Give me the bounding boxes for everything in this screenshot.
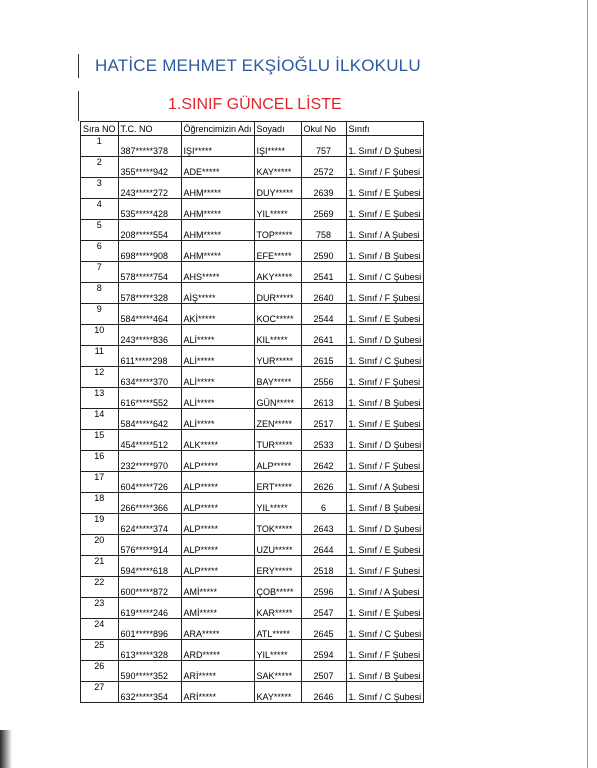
table-row — [81, 682, 424, 703]
cell-sinifi: 1. Sınıf / F Şubesi — [346, 283, 424, 304]
cell-tc-no: 632*****354 — [118, 682, 181, 703]
cell-soyadi: DUR***** — [254, 283, 301, 304]
cell-okul-no: 2544 — [301, 304, 346, 325]
cell-sira-no: 2 — [81, 157, 119, 178]
cell-ogrenci-adi: ARA***** — [181, 619, 254, 640]
cell-ogrenci-adi: ALK***** — [181, 430, 254, 451]
cell-soyadi: DUY***** — [254, 178, 301, 199]
cell-tc-no: 634*****370 — [118, 367, 181, 388]
cell-tc-no: 616*****552 — [118, 388, 181, 409]
school-name: HATİCE MEHMET EKŞİOĞLU İLKOKULU — [95, 56, 421, 75]
cell-sira-no: 19 — [81, 514, 119, 535]
cell-okul-no: 2613 — [301, 388, 346, 409]
cell-okul-no: 2615 — [301, 346, 346, 367]
table-row — [81, 598, 424, 619]
cell-tc-no: 584*****464 — [118, 304, 181, 325]
cell-sinifi: 1. Sınıf / F Şubesi — [346, 157, 424, 178]
cell-tc-no: 266*****366 — [118, 493, 181, 514]
cell-okul-no: 2594 — [301, 640, 346, 661]
cell-sinifi: 1. Sınıf / C Şubesi — [346, 619, 424, 640]
table-row — [81, 514, 424, 535]
cell-soyadi: ZEN***** — [254, 409, 301, 430]
cell-sinifi: 1. Sınıf / F Şubesi — [346, 367, 424, 388]
cell-tc-no: 576*****914 — [118, 535, 181, 556]
cell-soyadi: IŞI***** — [254, 136, 301, 157]
cell-ogrenci-adi: AİŞ***** — [181, 283, 254, 304]
cell-sinifi: 1. Sınıf / A Şubesi — [346, 220, 424, 241]
cell-sira-no: 23 — [81, 598, 119, 619]
cell-sira-no: 3 — [81, 178, 119, 199]
cell-ogrenci-adi: ALP***** — [181, 451, 254, 472]
cell-sira-no: 7 — [81, 262, 119, 283]
cell-soyadi: YUR***** — [254, 346, 301, 367]
cell-tc-no: 590*****352 — [118, 661, 181, 682]
table-row — [81, 283, 424, 304]
cell-sinifi: 1. Sınıf / D Şubesi — [346, 136, 424, 157]
cell-okul-no: 2572 — [301, 157, 346, 178]
margin-rule-top — [78, 54, 79, 78]
cell-ogrenci-adi: ALP***** — [181, 514, 254, 535]
cell-okul-no: 2639 — [301, 178, 346, 199]
cell-sira-no: 22 — [81, 577, 119, 598]
cell-okul-no: 2547 — [301, 598, 346, 619]
cell-tc-no: 578*****754 — [118, 262, 181, 283]
cell-sira-no: 8 — [81, 283, 119, 304]
cell-sira-no: 16 — [81, 451, 119, 472]
cell-sinifi: 1. Sınıf / C Şubesi — [346, 262, 424, 283]
cell-soyadi: SAK***** — [254, 661, 301, 682]
cell-tc-no: 600*****872 — [118, 577, 181, 598]
cell-soyadi: KAY***** — [254, 682, 301, 703]
cell-soyadi: KOC***** — [254, 304, 301, 325]
cell-tc-no: 584*****642 — [118, 409, 181, 430]
cell-tc-no: 243*****836 — [118, 325, 181, 346]
cell-sinifi: 1. Sınıf / E Şubesi — [346, 409, 424, 430]
table-row — [81, 493, 424, 514]
header-ogrenci-adi: Öğrencimizin Adı — [181, 122, 254, 136]
cell-tc-no: 601*****896 — [118, 619, 181, 640]
table-row — [81, 430, 424, 451]
cell-okul-no: 2626 — [301, 472, 346, 493]
cell-sinifi: 1. Sınıf / D Şubesi — [346, 430, 424, 451]
header-sira-no: Sıra NO — [81, 122, 119, 136]
cell-sira-no: 6 — [81, 241, 119, 262]
cell-okul-no: 2541 — [301, 262, 346, 283]
cell-ogrenci-adi: ARD***** — [181, 640, 254, 661]
cell-sinifi: 1. Sınıf / E Şubesi — [346, 178, 424, 199]
cell-sira-no: 25 — [81, 640, 119, 661]
cell-tc-no: 387*****378 — [118, 136, 181, 157]
cell-tc-no: 208*****554 — [118, 220, 181, 241]
cell-sira-no: 27 — [81, 682, 119, 703]
cell-soyadi: YIL***** — [254, 640, 301, 661]
table-row — [81, 451, 424, 472]
cell-tc-no: 594*****618 — [118, 556, 181, 577]
cell-okul-no: 758 — [301, 220, 346, 241]
cell-sinifi: 1. Sınıf / B Şubesi — [346, 661, 424, 682]
cell-okul-no: 2518 — [301, 556, 346, 577]
cell-okul-no: 6 — [301, 493, 346, 514]
cell-soyadi: TOK***** — [254, 514, 301, 535]
cell-ogrenci-adi: ALP***** — [181, 556, 254, 577]
cell-sira-no: 4 — [81, 199, 119, 220]
cell-sinifi: 1. Sınıf / D Şubesi — [346, 325, 424, 346]
cell-ogrenci-adi: ALİ***** — [181, 346, 254, 367]
table-row — [81, 619, 424, 640]
table-row — [81, 409, 424, 430]
cell-soyadi: TUR***** — [254, 430, 301, 451]
table-row — [81, 472, 424, 493]
table-row — [81, 157, 424, 178]
cell-sinifi: 1. Sınıf / B Şubesi — [346, 241, 424, 262]
cell-sinifi: 1. Sınıf / B Şubesi — [346, 493, 424, 514]
cell-soyadi: ERT***** — [254, 472, 301, 493]
cell-ogrenci-adi: AMİ***** — [181, 598, 254, 619]
cell-soyadi: GÜN***** — [254, 388, 301, 409]
cell-ogrenci-adi: ALP***** — [181, 472, 254, 493]
cell-tc-no: 611*****298 — [118, 346, 181, 367]
student-table — [80, 121, 424, 703]
cell-soyadi: EFE***** — [254, 241, 301, 262]
cell-sira-no: 10 — [81, 325, 119, 346]
cell-tc-no: 604*****726 — [118, 472, 181, 493]
cell-sinifi: 1. Sınıf / B Şubesi — [346, 388, 424, 409]
cell-sira-no: 17 — [81, 472, 119, 493]
cell-soyadi: YIL***** — [254, 493, 301, 514]
cell-ogrenci-adi: AHM***** — [181, 241, 254, 262]
cell-okul-no: 2517 — [301, 409, 346, 430]
cell-sira-no: 13 — [81, 388, 119, 409]
cell-okul-no: 2507 — [301, 661, 346, 682]
cell-okul-no: 2641 — [301, 325, 346, 346]
table-row — [81, 367, 424, 388]
cell-okul-no: 2556 — [301, 367, 346, 388]
cell-sinifi: 1. Sınıf / E Şubesi — [346, 535, 424, 556]
cell-ogrenci-adi: ARİ***** — [181, 682, 254, 703]
cell-sinifi: 1. Sınıf / E Şubesi — [346, 598, 424, 619]
header-sinifi: Sınıfı — [346, 122, 424, 136]
cell-sira-no: 20 — [81, 535, 119, 556]
cell-tc-no: 613*****328 — [118, 640, 181, 661]
cell-sinifi: 1. Sınıf / C Şubesi — [346, 346, 424, 367]
page-shadow — [0, 730, 12, 768]
cell-okul-no: 2644 — [301, 535, 346, 556]
table-row — [81, 535, 424, 556]
header-soyadi: Soyadı — [254, 122, 301, 136]
cell-sira-no: 18 — [81, 493, 119, 514]
cell-tc-no: 578*****328 — [118, 283, 181, 304]
cell-ogrenci-adi: ALİ***** — [181, 409, 254, 430]
cell-soyadi: AKY***** — [254, 262, 301, 283]
cell-soyadi: BAY***** — [254, 367, 301, 388]
cell-soyadi: YIL***** — [254, 199, 301, 220]
cell-okul-no: 2569 — [301, 199, 346, 220]
list-title: 1.SINIF GÜNCEL LİSTE — [168, 96, 342, 113]
table-row — [81, 136, 424, 157]
table-row — [81, 262, 424, 283]
cell-okul-no: 757 — [301, 136, 346, 157]
cell-ogrenci-adi: AKİ***** — [181, 304, 254, 325]
cell-okul-no: 2643 — [301, 514, 346, 535]
cell-ogrenci-adi: ADE***** — [181, 157, 254, 178]
cell-ogrenci-adi: ALİ***** — [181, 367, 254, 388]
cell-okul-no: 2640 — [301, 283, 346, 304]
cell-sira-no: 12 — [81, 367, 119, 388]
cell-soyadi: ERY***** — [254, 556, 301, 577]
cell-soyadi: KAR***** — [254, 598, 301, 619]
table-row — [81, 388, 424, 409]
table-row — [81, 325, 424, 346]
header-tc-no: T.C. NO — [118, 122, 181, 136]
cell-sinifi: 1. Sınıf / D Şubesi — [346, 514, 424, 535]
cell-tc-no: 355*****942 — [118, 157, 181, 178]
cell-ogrenci-adi: AHS***** — [181, 262, 254, 283]
cell-sinifi: 1. Sınıf / A Şubesi — [346, 472, 424, 493]
cell-soyadi: TOP***** — [254, 220, 301, 241]
cell-sinifi: 1. Sınıf / A Şubesi — [346, 577, 424, 598]
cell-ogrenci-adi: AMİ***** — [181, 577, 254, 598]
table-row — [81, 241, 424, 262]
cell-ogrenci-adi: IŞI***** — [181, 136, 254, 157]
cell-tc-no: 454*****512 — [118, 430, 181, 451]
table-row — [81, 304, 424, 325]
cell-soyadi: ALP***** — [254, 451, 301, 472]
cell-sira-no: 14 — [81, 409, 119, 430]
cell-sira-no: 26 — [81, 661, 119, 682]
cell-ogrenci-adi: ALP***** — [181, 535, 254, 556]
cell-sira-no: 9 — [81, 304, 119, 325]
cell-okul-no: 2533 — [301, 430, 346, 451]
table-row — [81, 199, 424, 220]
cell-okul-no: 2642 — [301, 451, 346, 472]
cell-sira-no: 21 — [81, 556, 119, 577]
cell-sira-no: 5 — [81, 220, 119, 241]
cell-sira-no: 11 — [81, 346, 119, 367]
cell-soyadi: KAY***** — [254, 157, 301, 178]
cell-tc-no: 624*****374 — [118, 514, 181, 535]
table-row — [81, 640, 424, 661]
cell-ogrenci-adi: ALİ***** — [181, 325, 254, 346]
cell-sinifi: 1. Sınıf / F Şubesi — [346, 451, 424, 472]
cell-okul-no: 2596 — [301, 577, 346, 598]
cell-sinifi: 1. Sınıf / F Şubesi — [346, 640, 424, 661]
table-row — [81, 178, 424, 199]
cell-soyadi: ATL***** — [254, 619, 301, 640]
cell-tc-no: 232*****970 — [118, 451, 181, 472]
cell-sira-no: 15 — [81, 430, 119, 451]
table-row — [81, 661, 424, 682]
cell-ogrenci-adi: AHM***** — [181, 220, 254, 241]
table-row — [81, 577, 424, 598]
cell-ogrenci-adi: ALİ***** — [181, 388, 254, 409]
table-row — [81, 220, 424, 241]
cell-okul-no: 2645 — [301, 619, 346, 640]
cell-okul-no: 2646 — [301, 682, 346, 703]
cell-okul-no: 2590 — [301, 241, 346, 262]
cell-tc-no: 698*****908 — [118, 241, 181, 262]
cell-soyadi: ÇOB***** — [254, 577, 301, 598]
table-row — [81, 346, 424, 367]
cell-tc-no: 535*****428 — [118, 199, 181, 220]
cell-ogrenci-adi: AHM***** — [181, 199, 254, 220]
cell-sinifi: 1. Sınıf / C Şubesi — [346, 682, 424, 703]
cell-ogrenci-adi: AHM***** — [181, 178, 254, 199]
cell-sira-no: 24 — [81, 619, 119, 640]
cell-tc-no: 243*****272 — [118, 178, 181, 199]
header-okul-no: Okul No — [301, 122, 346, 136]
cell-ogrenci-adi: ARİ***** — [181, 661, 254, 682]
cell-soyadi: UZU***** — [254, 535, 301, 556]
cell-sinifi: 1. Sınıf / E Şubesi — [346, 304, 424, 325]
margin-rule-mid — [78, 91, 79, 121]
cell-sinifi: 1. Sınıf / F Şubesi — [346, 556, 424, 577]
page-edge — [587, 0, 588, 768]
cell-sira-no: 1 — [81, 136, 119, 157]
cell-tc-no: 619*****246 — [118, 598, 181, 619]
cell-ogrenci-adi: ALP***** — [181, 493, 254, 514]
table-row — [81, 556, 424, 577]
table-header-row — [81, 122, 424, 136]
cell-sinifi: 1. Sınıf / E Şubesi — [346, 199, 424, 220]
cell-soyadi: KIL***** — [254, 325, 301, 346]
